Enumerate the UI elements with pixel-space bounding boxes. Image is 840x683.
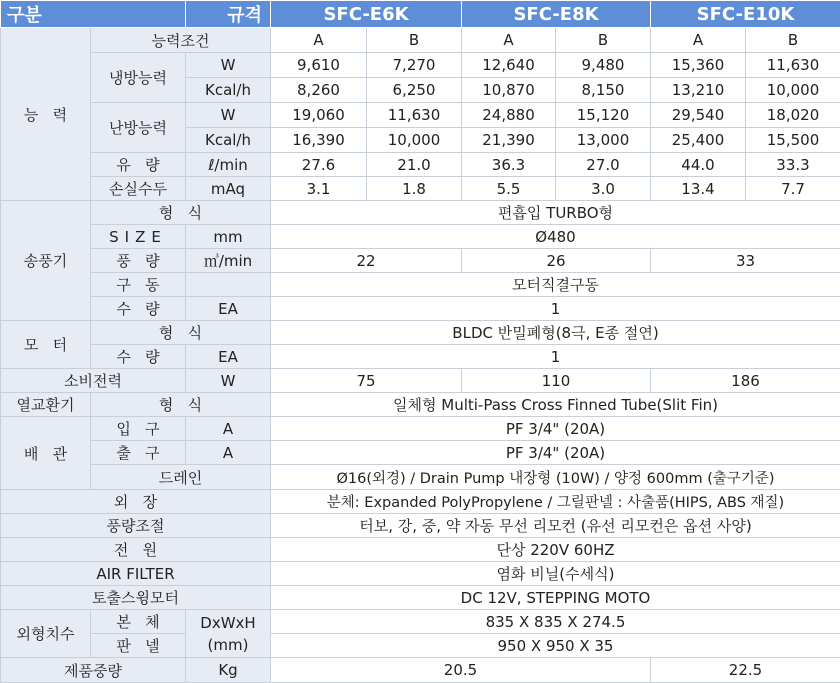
flow-row bbox=[1, 153, 840, 177]
flow-value: 27.6 bbox=[271, 153, 367, 177]
heat-exchanger-row bbox=[1, 393, 840, 417]
heating-kcal-value: 15,500 bbox=[746, 128, 840, 153]
flow-value: 36.3 bbox=[462, 153, 556, 177]
air-filter-label: AIR FILTER bbox=[1, 562, 271, 586]
weight-value: 20.5 bbox=[271, 658, 651, 683]
head-loss-label: 손실수두 bbox=[91, 177, 186, 201]
header-model-3: SFC-E10K bbox=[651, 1, 840, 28]
power-value: 186 bbox=[651, 369, 840, 393]
weight-value: 22.5 bbox=[651, 658, 840, 683]
flow-label: 유 량 bbox=[91, 153, 186, 177]
cooling-kcal-value: 10,870 bbox=[462, 78, 556, 103]
motor-type-label: 형 식 bbox=[91, 321, 271, 345]
heating-kcal-value: 13,000 bbox=[556, 128, 651, 153]
pipe-outlet-row bbox=[1, 441, 840, 465]
heating-kcal-value: 25,400 bbox=[651, 128, 746, 153]
dimension-body-label: 본 체 bbox=[91, 610, 186, 634]
power-supply-row bbox=[1, 538, 840, 562]
fan-airflow-value: 22 bbox=[271, 249, 462, 273]
power-value: 110 bbox=[462, 369, 651, 393]
heating-w-value: 15,120 bbox=[556, 103, 651, 128]
power-unit: W bbox=[186, 369, 271, 393]
fan-type-value: 편흡입 TURBO형 bbox=[271, 201, 840, 225]
power-label: 소비전력 bbox=[1, 369, 186, 393]
heating-w-row bbox=[1, 103, 840, 128]
head-loss-value: 1.8 bbox=[367, 177, 462, 201]
heat-exchanger-sublabel: 형 식 bbox=[91, 393, 271, 417]
condition-value: A bbox=[651, 28, 746, 53]
heating-w-unit: W bbox=[186, 103, 271, 128]
power-value: 75 bbox=[271, 369, 462, 393]
power-row bbox=[1, 369, 840, 393]
exterior-label: 외 장 bbox=[1, 490, 271, 514]
cooling-kcal-unit: Kcal/h bbox=[186, 78, 271, 103]
swing-motor-label: 토출스윙모터 bbox=[1, 586, 271, 610]
flow-value: 27.0 bbox=[556, 153, 651, 177]
header-category: 구분 bbox=[1, 1, 186, 28]
pipe-inlet-value: PF 3/4" (20A) bbox=[271, 417, 840, 441]
weight-row bbox=[1, 658, 840, 683]
fan-qty-value: 1 bbox=[271, 297, 840, 321]
fan-airflow-value: 26 bbox=[462, 249, 651, 273]
air-filter-value: 염화 비닐(수세식) bbox=[271, 562, 840, 586]
fan-group-label: 송풍기 bbox=[1, 201, 91, 321]
piping-group-label: 배 관 bbox=[1, 417, 91, 490]
fan-airflow-value: 33 bbox=[651, 249, 840, 273]
motor-type-value: BLDC 반밀폐형(8극, E종 절연) bbox=[271, 321, 840, 345]
pipe-inlet-unit: A bbox=[186, 417, 271, 441]
heating-kcal-value: 10,000 bbox=[367, 128, 462, 153]
motor-type-row bbox=[1, 321, 840, 345]
exterior-row bbox=[1, 490, 840, 514]
heating-w-value: 24,880 bbox=[462, 103, 556, 128]
heating-w-value: 19,060 bbox=[271, 103, 367, 128]
heat-exchanger-label: 열교환기 bbox=[1, 393, 91, 417]
dimension-panel-row bbox=[1, 634, 840, 658]
motor-qty-row bbox=[1, 345, 840, 369]
cooling-w-value: 15,360 bbox=[651, 53, 746, 78]
head-loss-value: 3.0 bbox=[556, 177, 651, 201]
airflow-control-value: 터보, 강, 중, 약 자동 무선 리모컨 (유선 리모컨은 옵션 사양) bbox=[271, 514, 840, 538]
pipe-drain-label: 드레인 bbox=[91, 465, 271, 490]
condition-row bbox=[1, 28, 840, 53]
heating-label: 난방능력 bbox=[91, 103, 186, 153]
dimensions-unit: DxWxH (mm) bbox=[186, 610, 271, 658]
flow-value: 33.3 bbox=[746, 153, 840, 177]
head-loss-row bbox=[1, 177, 840, 201]
heating-w-value: 29,540 bbox=[651, 103, 746, 128]
airflow-control-label: 풍량조절 bbox=[1, 514, 271, 538]
cooling-w-value: 11,630 bbox=[746, 53, 840, 78]
swing-motor-value: DC 12V, STEPPING MOTO bbox=[271, 586, 840, 610]
motor-qty-value: 1 bbox=[271, 345, 840, 369]
header-model-1: SFC-E6K bbox=[271, 1, 462, 28]
head-loss-value: 5.5 bbox=[462, 177, 556, 201]
capacity-group-label: 능 력 bbox=[1, 28, 91, 201]
head-loss-value: 3.1 bbox=[271, 177, 367, 201]
exterior-value: 분체: Expanded PolyPropylene / 그릴판넬 : 사출품(HIPS, ABS 재질) bbox=[271, 490, 840, 514]
fan-size-value: Ø480 bbox=[271, 225, 840, 249]
air-filter-row bbox=[1, 562, 840, 586]
fan-size-row bbox=[1, 225, 840, 249]
cooling-kcal-value: 10,000 bbox=[746, 78, 840, 103]
cooling-w-value: 9,480 bbox=[556, 53, 651, 78]
pipe-drain-row bbox=[1, 465, 840, 490]
weight-label: 제품중량 bbox=[1, 658, 186, 683]
motor-group-label: 모 터 bbox=[1, 321, 91, 369]
weight-unit: Kg bbox=[186, 658, 271, 683]
fan-airflow-label: 풍 량 bbox=[91, 249, 186, 273]
head-loss-unit: mAq bbox=[186, 177, 271, 201]
cooling-kcal-value: 13,210 bbox=[651, 78, 746, 103]
head-loss-value: 13.4 bbox=[651, 177, 746, 201]
pipe-inlet-row bbox=[1, 417, 840, 441]
condition-value: B bbox=[367, 28, 462, 53]
fan-type-row bbox=[1, 201, 840, 225]
fan-qty-label: 수 량 bbox=[91, 297, 186, 321]
condition-value: A bbox=[462, 28, 556, 53]
fan-size-unit: mm bbox=[186, 225, 271, 249]
heating-kcal-unit: Kcal/h bbox=[186, 128, 271, 153]
header-spec: 규격 bbox=[186, 1, 271, 28]
condition-value: A bbox=[271, 28, 367, 53]
power-supply-value: 단상 220V 60HZ bbox=[271, 538, 840, 562]
fan-qty-row bbox=[1, 297, 840, 321]
header-row bbox=[1, 1, 840, 28]
heating-kcal-value: 21,390 bbox=[462, 128, 556, 153]
motor-qty-label: 수 량 bbox=[91, 345, 186, 369]
cooling-kcal-value: 8,260 bbox=[271, 78, 367, 103]
fan-drive-value: 모터직결구동 bbox=[271, 273, 840, 297]
head-loss-value: 7.7 bbox=[746, 177, 840, 201]
power-supply-label: 전 원 bbox=[1, 538, 271, 562]
airflow-control-row bbox=[1, 514, 840, 538]
dimension-panel-label: 판 넬 bbox=[91, 634, 186, 658]
condition-label: 능력조건 bbox=[91, 28, 271, 53]
dimension-body-value: 835 X 835 X 274.5 bbox=[271, 610, 840, 634]
pipe-outlet-label: 출 구 bbox=[91, 441, 186, 465]
pipe-inlet-label: 입 구 bbox=[91, 417, 186, 441]
swing-motor-row bbox=[1, 586, 840, 610]
fan-qty-unit: EA bbox=[186, 297, 271, 321]
pipe-outlet-unit: A bbox=[186, 441, 271, 465]
condition-value: B bbox=[556, 28, 651, 53]
cooling-w-value: 12,640 bbox=[462, 53, 556, 78]
fan-type-label: 형 식 bbox=[91, 201, 271, 225]
fan-drive-row bbox=[1, 273, 840, 297]
heating-kcal-value: 16,390 bbox=[271, 128, 367, 153]
heating-w-value: 11,630 bbox=[367, 103, 462, 128]
cooling-label: 냉방능력 bbox=[91, 53, 186, 103]
motor-qty-unit: EA bbox=[186, 345, 271, 369]
dimensions-group-label: 외형치수 bbox=[1, 610, 91, 658]
cooling-w-value: 7,270 bbox=[367, 53, 462, 78]
fan-drive-label: 구 동 bbox=[91, 273, 186, 297]
cooling-w-unit: W bbox=[186, 53, 271, 78]
flow-value: 21.0 bbox=[367, 153, 462, 177]
cooling-kcal-value: 6,250 bbox=[367, 78, 462, 103]
fan-airflow-unit: ㎥/min bbox=[186, 249, 271, 273]
header-model-2: SFC-E8K bbox=[462, 1, 651, 28]
cooling-w-value: 9,610 bbox=[271, 53, 367, 78]
fan-airflow-row bbox=[1, 249, 840, 273]
cooling-w-row bbox=[1, 53, 840, 78]
cooling-kcal-value: 8,150 bbox=[556, 78, 651, 103]
flow-unit: ℓ/min bbox=[186, 153, 271, 177]
dimension-body-row bbox=[1, 610, 840, 634]
heat-exchanger-value: 일체형 Multi-Pass Cross Finned Tube(Slit Fin) bbox=[271, 393, 840, 417]
fan-size-label: SIZE bbox=[91, 225, 186, 249]
pipe-drain-value: Ø16(외경) / Drain Pump 내장형 (10W) / 양정 600mm (출구기준) bbox=[271, 465, 840, 490]
heating-w-value: 18,020 bbox=[746, 103, 840, 128]
flow-value: 44.0 bbox=[651, 153, 746, 177]
condition-value: B bbox=[746, 28, 840, 53]
pipe-outlet-value: PF 3/4" (20A) bbox=[271, 441, 840, 465]
fan-drive-unit bbox=[186, 273, 271, 297]
dimension-panel-value: 950 X 950 X 35 bbox=[271, 634, 840, 658]
